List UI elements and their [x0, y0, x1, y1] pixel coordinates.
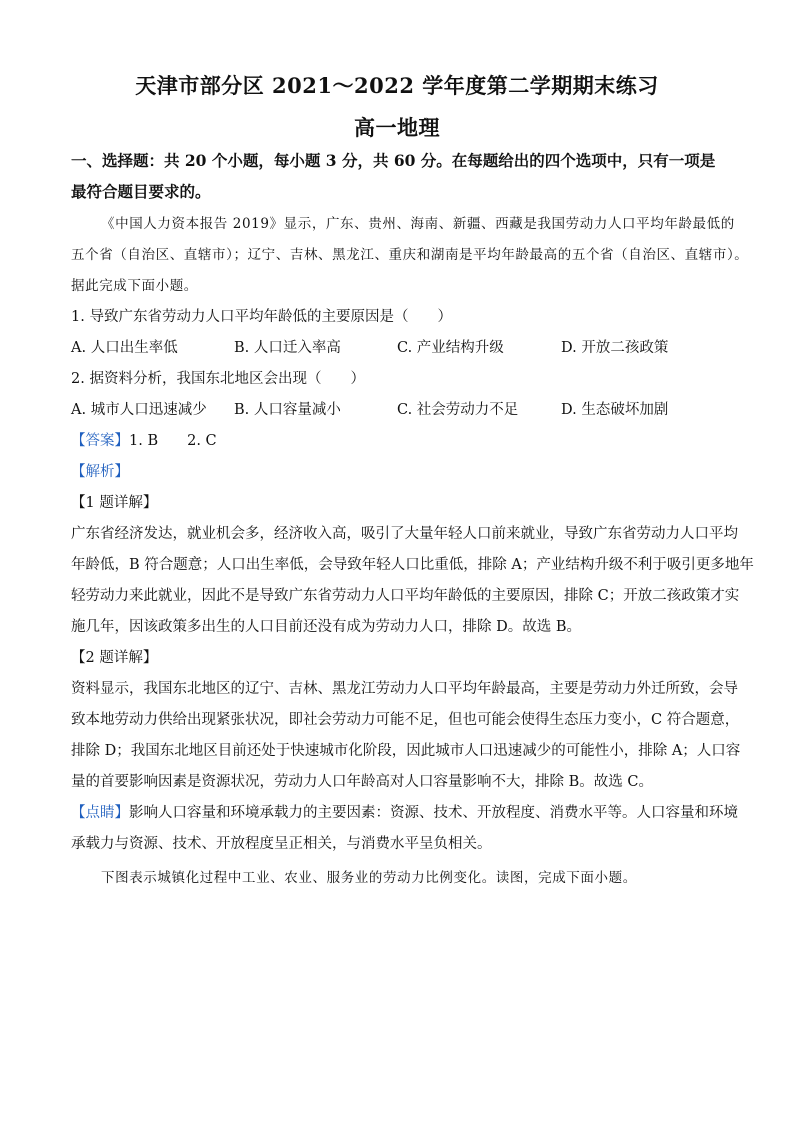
detail2-line1: 资料显示，我国东北地区的辽宁、吉林、黑龙江劳动力人口平均年龄最高，主要是劳动力外迁所致，会导	[71, 681, 738, 697]
detail2-tag: 【2 题详解】	[71, 650, 158, 666]
question1-option-c: C. 产业结构升级	[397, 340, 504, 356]
detail1-line3: 轻劳动力来此就业，因此不是导致广东省劳动力人口平均年龄低的主要原因，排除 C；开放二孩政策才实	[71, 588, 740, 604]
answer-tag: 【答案】	[71, 433, 129, 449]
question2-option-b: B. 人口容量减小	[234, 402, 341, 418]
question1-option-a: A. 人口出生率低	[71, 340, 178, 356]
material1-line3: 据此完成下面小题。	[71, 278, 198, 294]
answer-row	[71, 431, 731, 451]
detail1-tag: 【1 题详解】	[71, 495, 158, 511]
question2-option-c: C. 社会劳动力不足	[397, 402, 519, 418]
section-heading-line2: 最符合题目要求的。	[71, 182, 211, 201]
detail2-line4: 量的首要影响因素是资源状况，劳动力人口年龄高对人口容量影响不大，排除 B。故选 C。	[71, 774, 653, 790]
tip-row	[71, 803, 738, 823]
section-heading-line1: 一、选择题：共 20 个小题，每小题 3 分，共 60 分。在每题给出的四个选项中，只有一项是	[71, 151, 716, 170]
answer-text: 1. B 2. C	[129, 433, 217, 449]
material2-line1: 下图表示城镇化过程中工业、农业、服务业的劳动力比例变化。读图，完成下面小题。	[101, 870, 637, 886]
page-title: 天津市部分区 2021～2022 学年度第二学期期末练习	[135, 73, 659, 98]
question2-stem: 2. 据资料分析，我国东北地区会出现（ ）	[71, 371, 365, 387]
detail2-line2: 致本地劳动力供给出现紧张状况，即社会劳动力可能不足，但也可能会使得生态压力变小，C 符合题意，	[71, 712, 740, 728]
detail2-line3: 排除 D；我国东北地区目前还处于快速城市化阶段，因此城市人口迅速减少的可能性小，排除 A；人口容	[71, 743, 741, 759]
material1-line1: 《中国人力资本报告 2019》显示，广东、贵州、海南、新疆、西藏是我国劳动力人口平均年龄最低的	[101, 216, 735, 232]
question2-option-a: A. 城市人口迅速减少	[71, 402, 207, 418]
question2-option-d: D. 生态破坏加剧	[561, 402, 669, 418]
page-subtitle: 高一地理	[354, 115, 440, 140]
question1-stem: 1. 导致广东省劳动力人口平均年龄低的主要原因是（ ）	[71, 309, 452, 325]
tip-line1: 影响人口容量和环境承载力的主要因素：资源、技术、开放程度、消费水平等。人口容量和环境	[129, 805, 738, 821]
tip-tag: 【点睛】	[71, 805, 129, 821]
tip-line2: 承载力与资源、技术、开放程度呈正相关，与消费水平呈负相关。	[71, 836, 492, 852]
detail1-line4: 施几年，因该政策多出生的人口目前还没有成为劳动力人口，排除 D。故选 B。	[71, 619, 581, 635]
question1-option-d: D. 开放二孩政策	[561, 340, 669, 356]
material1-line2: 五个省（自治区、直辖市）；辽宁、吉林、黑龙江、重庆和湖南是平均年龄最高的五个省（自治区、直辖市）。	[71, 247, 749, 263]
question1-option-b: B. 人口迁入率高	[234, 340, 341, 356]
detail1-line1: 广东省经济发达，就业机会多，经济收入高，吸引了大量年轻人口前来就业，导致广东省劳动力人口平均	[71, 526, 738, 542]
analysis-tag: 【解析】	[71, 464, 129, 480]
detail1-line2: 年龄低，B 符合题意；人口出生率低，会导致年轻人口比重低，排除 A；产业结构升级不利于吸引更多地年	[71, 557, 754, 573]
